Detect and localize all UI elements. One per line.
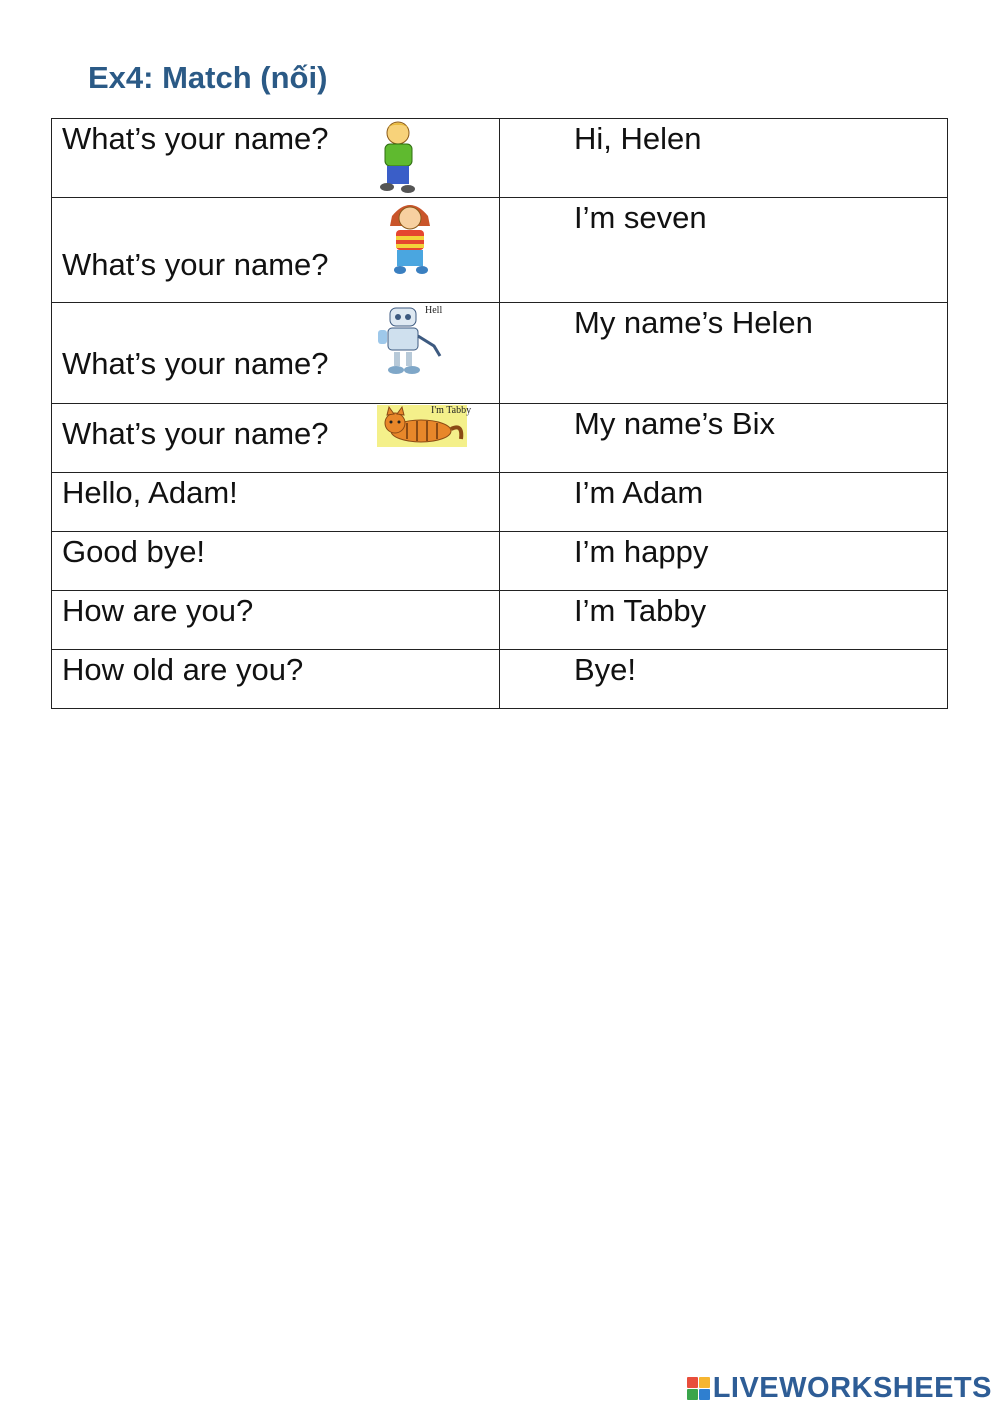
answer-text: I’m happy — [574, 534, 709, 569]
table-row — [52, 404, 948, 473]
table-row — [52, 198, 948, 303]
logo-square — [699, 1389, 710, 1400]
question-text: Good bye! — [62, 534, 206, 569]
liveworksheets-footer[interactable] — [687, 1372, 992, 1405]
table-row — [52, 473, 948, 532]
question-text: How old are you? — [62, 652, 304, 687]
question-cell — [52, 404, 500, 473]
answer-cell — [500, 650, 948, 709]
answer-cell — [500, 404, 948, 473]
table-row — [52, 119, 948, 198]
answer-text: My name’s Helen — [574, 305, 813, 340]
brand-name: LIVEWORKSHEETS — [712, 1372, 992, 1404]
question-text: What’s your name? — [62, 247, 329, 282]
question-cell — [52, 473, 500, 532]
answer-text: I’m Tabby — [574, 593, 707, 628]
answer-text: Bye! — [574, 652, 637, 687]
robot-icon — [376, 304, 448, 376]
answer-cell — [500, 303, 948, 404]
answer-cell — [500, 198, 948, 303]
robot-caption: Hell — [425, 305, 443, 316]
boy-icon — [374, 119, 424, 195]
table-row — [52, 591, 948, 650]
answer-cell — [500, 473, 948, 532]
question-text: Hello, Adam! — [62, 475, 238, 510]
logo-square — [687, 1377, 698, 1388]
cat-icon — [377, 405, 472, 447]
girl-icon — [384, 200, 436, 276]
answer-cell — [500, 532, 948, 591]
match-table — [51, 118, 948, 709]
answer-cell — [500, 591, 948, 650]
question-cell — [52, 119, 500, 198]
question-cell — [52, 650, 500, 709]
logo-square — [699, 1377, 710, 1388]
logo-square — [687, 1389, 698, 1400]
table-row — [52, 303, 948, 404]
question-cell — [52, 198, 500, 303]
answer-text: I’m seven — [574, 200, 707, 235]
question-cell — [52, 591, 500, 650]
question-cell — [52, 303, 500, 404]
question-text: How are you? — [62, 593, 254, 628]
table-row — [52, 650, 948, 709]
liveworksheets-logo-icon — [687, 1377, 710, 1400]
answer-text: Hi, Helen — [574, 121, 702, 156]
answer-cell — [500, 119, 948, 198]
question-text: What’s your name? — [62, 346, 329, 381]
question-cell — [52, 532, 500, 591]
question-text: What’s your name? — [62, 416, 329, 451]
answer-text: I’m Adam — [574, 475, 704, 510]
table-row — [52, 532, 948, 591]
cat-caption: I'm Tabby — [431, 405, 472, 416]
question-text: What’s your name? — [62, 121, 329, 156]
answer-text: My name’s Bix — [574, 406, 775, 441]
page-title: Ex4: Match (nối) — [88, 60, 328, 95]
